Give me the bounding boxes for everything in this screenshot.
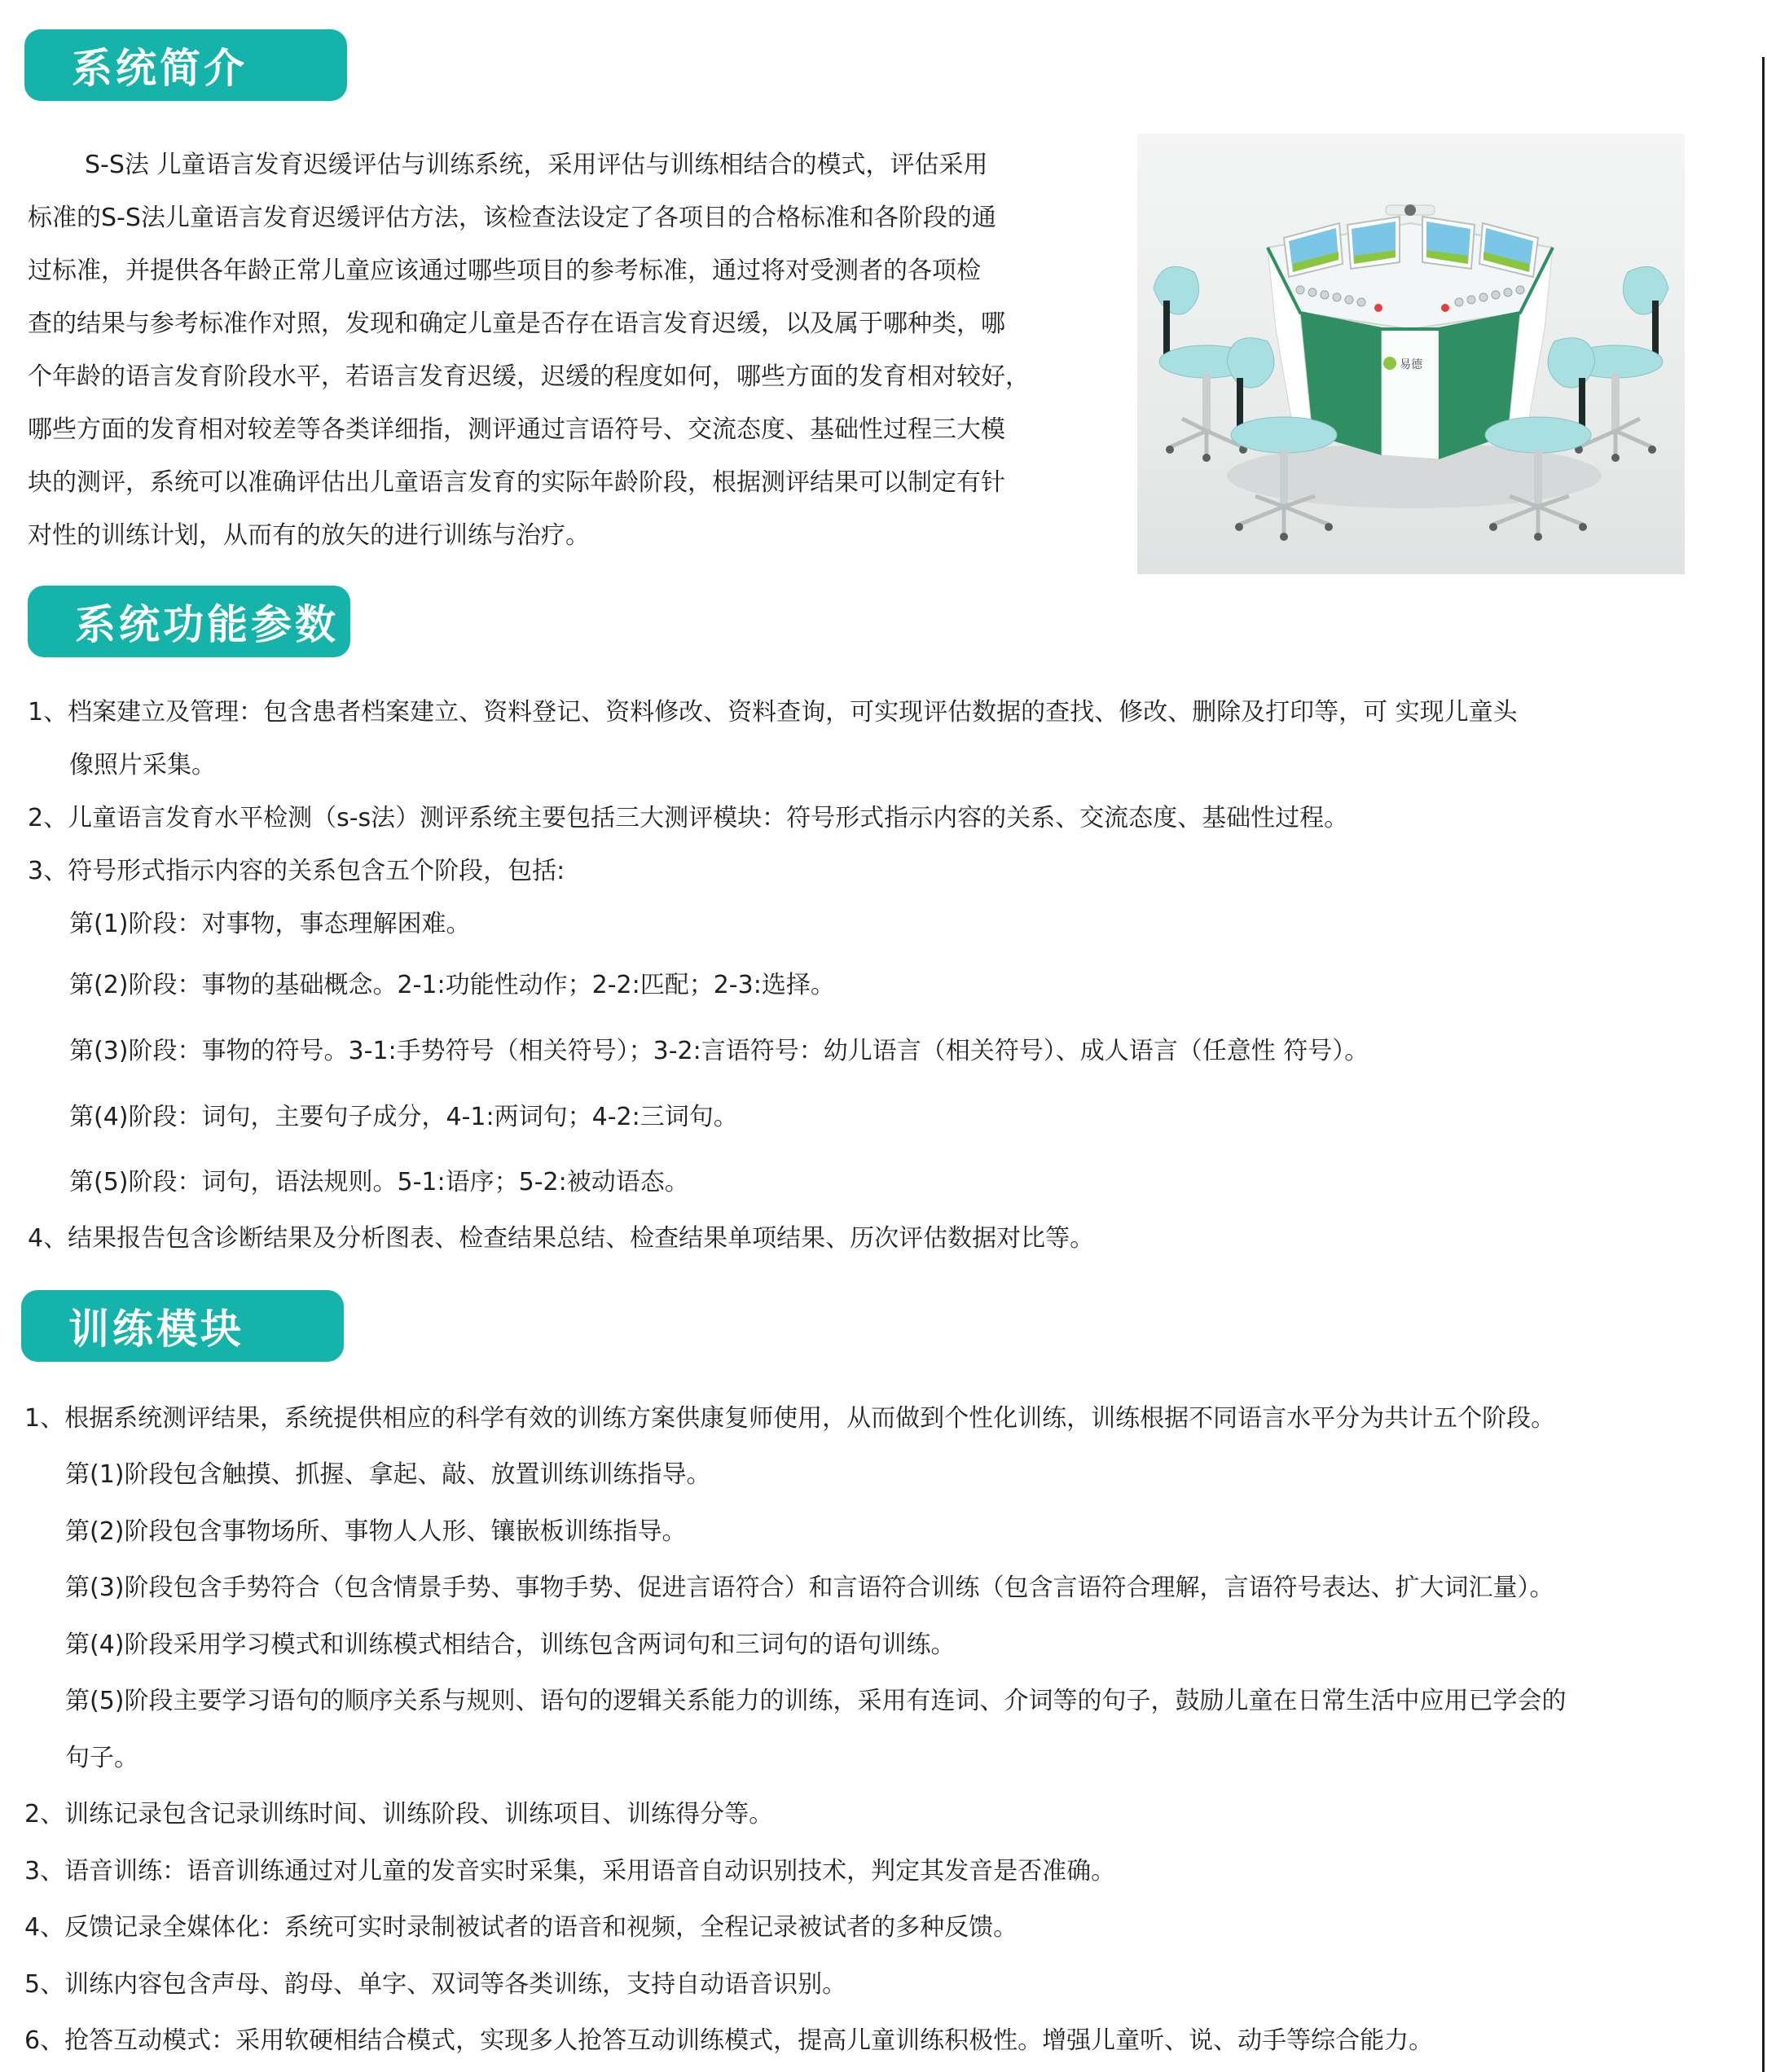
training-desk-illustration: [1137, 134, 1685, 574]
training-stage-line: 第(1)阶段包含触摸、抓握、拿起、敲、放置训练训练指导。: [65, 1460, 711, 1489]
training-stage-line: 句子。: [65, 1744, 138, 1772]
section-title-functions: 系统功能参数: [75, 601, 339, 648]
camera-icon: [1404, 204, 1416, 216]
training-item-line: 3、语音训练：语音训练通过对儿童的发音实时采集，采用语音自动识别技术，判定其发音是否准确。: [24, 1857, 1116, 1885]
training-stage-line: 第(2)阶段包含事物场所、事物人人形、镶嵌板训练指导。: [65, 1517, 687, 1546]
function-stage-line: 第(4)阶段：词句，主要句子成分，4-1:两词句；4-2:三词句。: [69, 1103, 738, 1131]
screen-2: [1347, 217, 1400, 269]
function-stage-line: 第(5)阶段：词句，语法规则。5-1:语序；5-2:被动语态。: [69, 1168, 689, 1196]
section-title-intro: 系统简介: [72, 45, 248, 92]
intro-paragraph-line: 过标准，并提供各年龄正常儿童应该通过哪些项目的参考标准，通过将对受测者的各项检: [28, 257, 981, 285]
intro-paragraph-line: S-S法 儿童语言发育迟缓评估与训练系统，采用评估与训练相结合的模式，评估采用: [85, 151, 988, 179]
training-stage-line: 第(5)阶段主要学习语句的顺序关系与规则、语句的逻辑关系能力的训练，采用有连词、介词等的句子，鼓励儿童在日常生活中应用已学会的: [65, 1687, 1567, 1715]
function-stage-line: 第(2)阶段：事物的基础概念。2-1:功能性动作；2-2:匹配；2-3:选择。: [69, 971, 835, 999]
desk-center: [1382, 329, 1439, 459]
function-stage-line: 第(3)阶段：事物的符号。3-1:手势符号（相关符号）；3-2:言语符号：幼儿语言（相关符号）、成人语言（任意性 符号）。: [69, 1037, 1369, 1065]
training-item-line: 2、训练记录包含记录训练时间、训练阶段、训练项目、训练得分等。: [24, 1800, 774, 1828]
training-item-line: 1、根据系统测评结果，系统提供相应的科学有效的训练方案供康复师使用，从而做到个性化训练，训练根据不同语言水平分为共计五个阶段。: [24, 1404, 1556, 1433]
intro-paragraph-line: 哪些方面的发育相对较差等各类详细指，测评通过言语符号、交流态度、基础性过程三大模: [28, 415, 1005, 444]
training-stage-line: 第(3)阶段包含手势符合（包含情景手势、事物手势、促进言语符合）和言语符合训练（包含言语符合理解，言语符号表达、扩大词汇量）。: [65, 1574, 1554, 1602]
training-item-line: 4、反馈记录全媒体化：系统可实时录制被试者的语音和视频，全程记录被试者的多种反馈。: [24, 1913, 1018, 1942]
section-title-training: 训练模块: [68, 1306, 244, 1353]
function-item-line: 像照片采集。: [69, 751, 216, 779]
right-border-line: [1762, 57, 1765, 2072]
intro-paragraph-line: 标准的S-S法儿童语言发育迟缓评估方法，该检查法设定了各项目的合格标准和各阶段的通: [28, 204, 996, 232]
function-item-line: 3、符号形式指示内容的关系包含五个阶段，包括:: [28, 857, 565, 885]
section-header-training: [21, 1290, 344, 1362]
brand-logo-text: 易德: [1400, 358, 1422, 371]
section-header-intro: [24, 29, 347, 101]
intro-paragraph-line: 对性的训练计划，从而有的放矢的进行训练与治疗。: [28, 521, 590, 550]
intro-paragraph-line: 块的测评，系统可以准确评估出儿童语言发育的实际年龄阶段，根据测评结果可以制定有针: [28, 468, 1005, 497]
function-item-line: 1、档案建立及管理：包含患者档案建立、资料登记、资料修改、资料查询，可实现评估数据的查找、修改、删除及打印等，可 实现儿童头: [28, 698, 1518, 727]
intro-paragraph-line: 查的结果与参考标准作对照，发现和确定儿童是否存在语言发育迟缓，以及属于哪种类，哪: [28, 309, 1005, 338]
product-photo: [1137, 134, 1685, 574]
function-item-line: 4、结果报告包含诊断结果及分析图表、检查结果总结、检查结果单项结果、历次评估数据对比等。: [28, 1224, 1095, 1253]
red-buzzer-right: [1441, 304, 1449, 312]
intro-paragraph-line: 个年龄的语言发育阶段水平，若语言发育迟缓，迟缓的程度如何，哪些方面的发育相对较好，: [28, 362, 1030, 391]
training-item-line: 5、训练内容包含声母、韵母、单字、双词等各类训练，支持自动语音识别。: [24, 1970, 847, 1999]
section-header-functions: [28, 586, 350, 657]
function-item-line: 2、儿童语言发育水平检测（s-s法）测评系统主要包括三大测评模块：符号形式指示内容的关系、交流态度、基础性过程。: [28, 804, 1349, 832]
training-stage-line: 第(4)阶段采用学习模式和训练模式相结合，训练包含两词句和三词句的语句训练。: [65, 1631, 956, 1659]
training-item-line: 6、抢答互动模式：采用软硬相结合模式，实现多人抢答互动训练模式，提高儿童训练积极性。增强儿童听、说、动手等综合能力。: [24, 2026, 1434, 2055]
function-stage-line: 第(1)阶段：对事物，事态理解困难。: [69, 910, 471, 938]
screen-3: [1422, 217, 1475, 269]
brand-logo-icon: [1383, 357, 1396, 370]
red-buzzer-left: [1374, 304, 1382, 312]
